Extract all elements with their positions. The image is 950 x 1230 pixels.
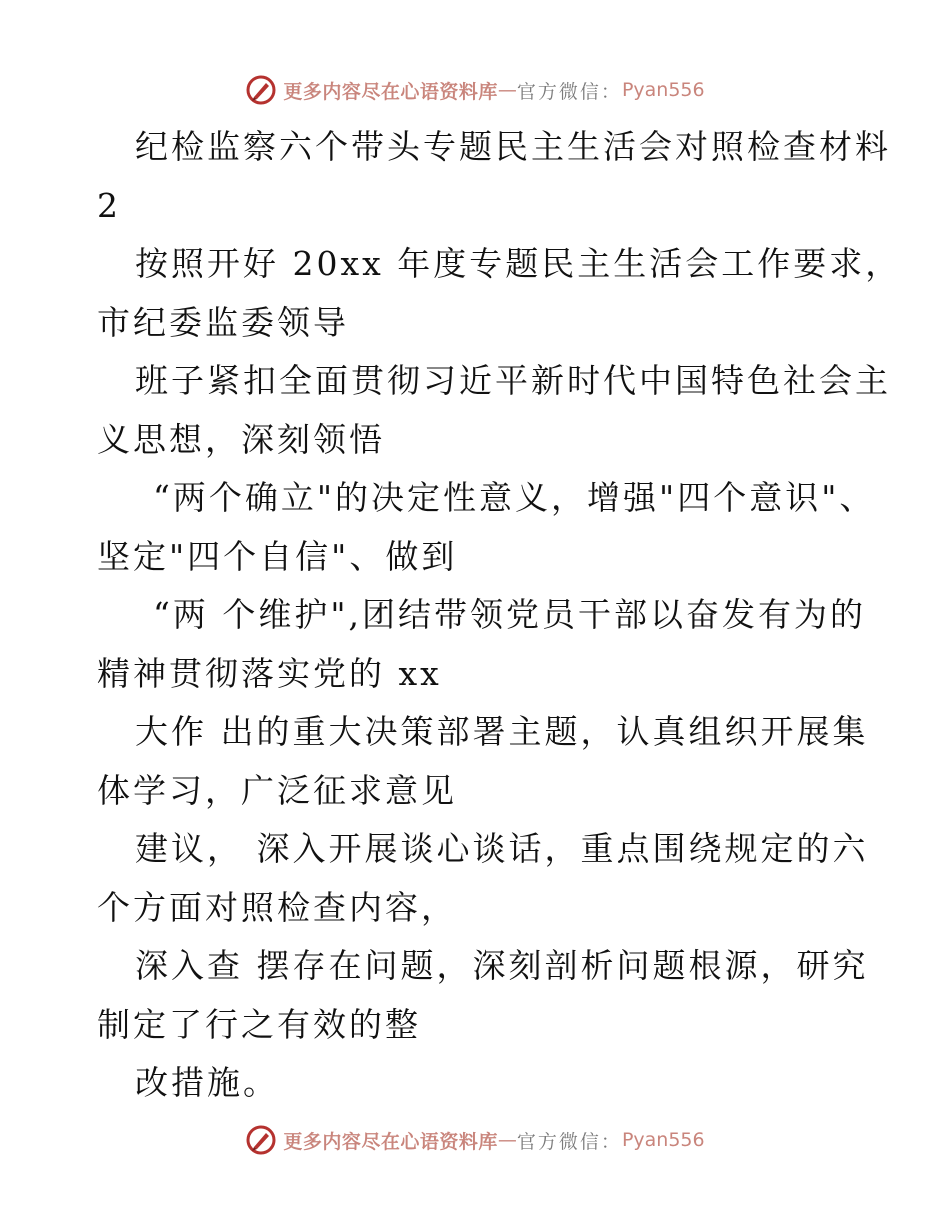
document-body	[97, 118, 902, 1113]
header-banner	[0, 70, 950, 110]
document-title-line: 纪检监察六个带头专题民主生活会对照检查材料	[135, 127, 891, 166]
paragraph-line: “两 个维护",团结带领党员干部以奋发有为的	[153, 595, 867, 634]
banner-sub-text: 官方微信：	[516, 80, 622, 103]
paragraph-line: 建议， 深入开展谈心谈话，重点围绕规定的六	[135, 829, 869, 868]
banner-main-text: 更多内容尽在心语资料库	[283, 1130, 498, 1153]
banner-wechat-id: Pyan556	[621, 1129, 705, 1151]
paragraph-line: 市纪委监委领导	[97, 302, 349, 342]
banner-dash: —	[497, 79, 517, 101]
banner-sub-text: 官方微信：	[516, 1130, 622, 1153]
pen-logo-icon	[245, 74, 277, 106]
banner-dash: —	[497, 1129, 517, 1151]
paragraph-line: 制定了行之有效的整	[97, 1004, 421, 1044]
paragraph-line: 坚定"四个自信"、做到	[97, 536, 458, 576]
paragraph-line: 班子紧扣全面贯彻习近平新时代中国特色社会主	[135, 361, 891, 400]
paragraph-line: 深入查 摆存在问题，深刻剖析问题根源，研究	[135, 946, 869, 985]
pen-logo-icon	[245, 1124, 277, 1156]
paragraph-line: 按照开好 20xx 年度专题民主生活会工作要求，	[135, 244, 902, 283]
document-title-line-cont: 2	[97, 185, 121, 225]
paragraph-line: 大作 出的重大决策部署主题，认真组织开展集	[135, 712, 869, 751]
paragraph-line: 义思想，深刻领悟	[97, 419, 385, 459]
footer-banner	[0, 1120, 950, 1160]
paragraph-line: 改措施。	[135, 1063, 279, 1102]
banner-wechat-id: Pyan556	[621, 79, 705, 101]
banner-main-text: 更多内容尽在心语资料库	[283, 80, 498, 103]
paragraph-line: 个方面对照检查内容，	[97, 887, 457, 927]
paragraph-line: 体学习，广泛征求意见	[97, 770, 457, 810]
paragraph-line: 精神贯彻落实党的 xx	[97, 653, 442, 693]
paragraph-line: “两个确立"的决定性意义，增强"四个意识"、	[153, 478, 876, 517]
